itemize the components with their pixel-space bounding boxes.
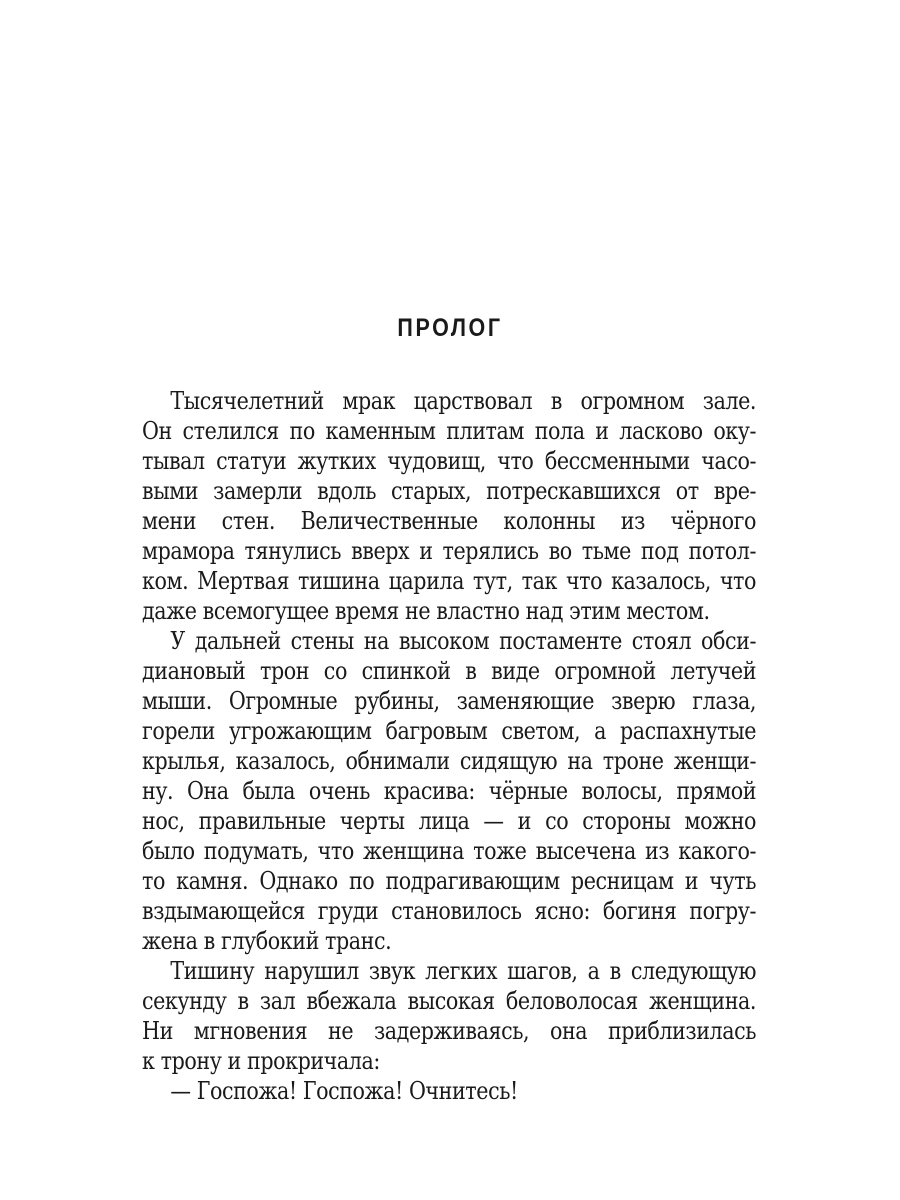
text-line: вздымающейся груди становилось ясно: богиня погру- [142, 897, 757, 925]
text-line: нос, правильные черты лица — и со стороны можно [142, 807, 757, 835]
text-line: Тишину нарушил звук легких шагов, а в следующую [170, 957, 757, 985]
text-line: диановый трон со спинкой в виде огромной летучей [142, 657, 757, 685]
text-line: Он стелился по каменным плитам пола и ласково оку- [142, 417, 757, 445]
text-line: жена в глубокий транс. [142, 927, 392, 955]
text-line: мыши. Огромные рубины, заменяющие зверю глаза, [142, 687, 757, 715]
text-line: — Госпожа! Госпожа! Очнитесь! [170, 1077, 518, 1105]
text-line: секунду в зал вбежала высокая беловолосая женщина. [142, 987, 757, 1015]
text-line: то камня. Однако по подрагивающим ресницам и чуть [142, 867, 757, 895]
text-line: крылья, казалось, обнимали сидящую на троне женщи- [142, 747, 757, 775]
prologue-text [142, 386, 756, 1106]
text-line: мени стен. Величественные колонны из чёрного [142, 507, 757, 535]
text-line: выми замерли вдоль старых, потрескавшихся от вре- [142, 477, 757, 505]
text-line: У дальней стены на высоком постаменте стоял обси- [170, 627, 757, 655]
text-line: Тысячелетний мрак царствовал в огромном зале. [170, 387, 757, 415]
text-line: мрамора тянулись вверх и терялись во тьме под потол- [142, 537, 757, 565]
text-line: ну. Она была очень красива: чёрные волосы, прямой [142, 777, 757, 805]
chapter-title: ПРОЛОГ [397, 314, 503, 342]
text-line: горели угрожающим багровым светом, а распахнутые [142, 717, 757, 745]
text-line: тывал статуи жутких чудовищ, что бессменными часо- [142, 447, 757, 475]
text-line: к трону и прокричала: [142, 1047, 380, 1075]
text-line: даже всемогущее время не властно над этим местом. [142, 597, 710, 625]
text-line: было подумать, что женщина тоже высечена из какого- [142, 837, 757, 865]
text-line: Ни мгновения не задерживаясь, она приблизилась [142, 1017, 757, 1045]
text-line: ком. Мертвая тишина царила тут, так что казалось, что [142, 567, 757, 595]
